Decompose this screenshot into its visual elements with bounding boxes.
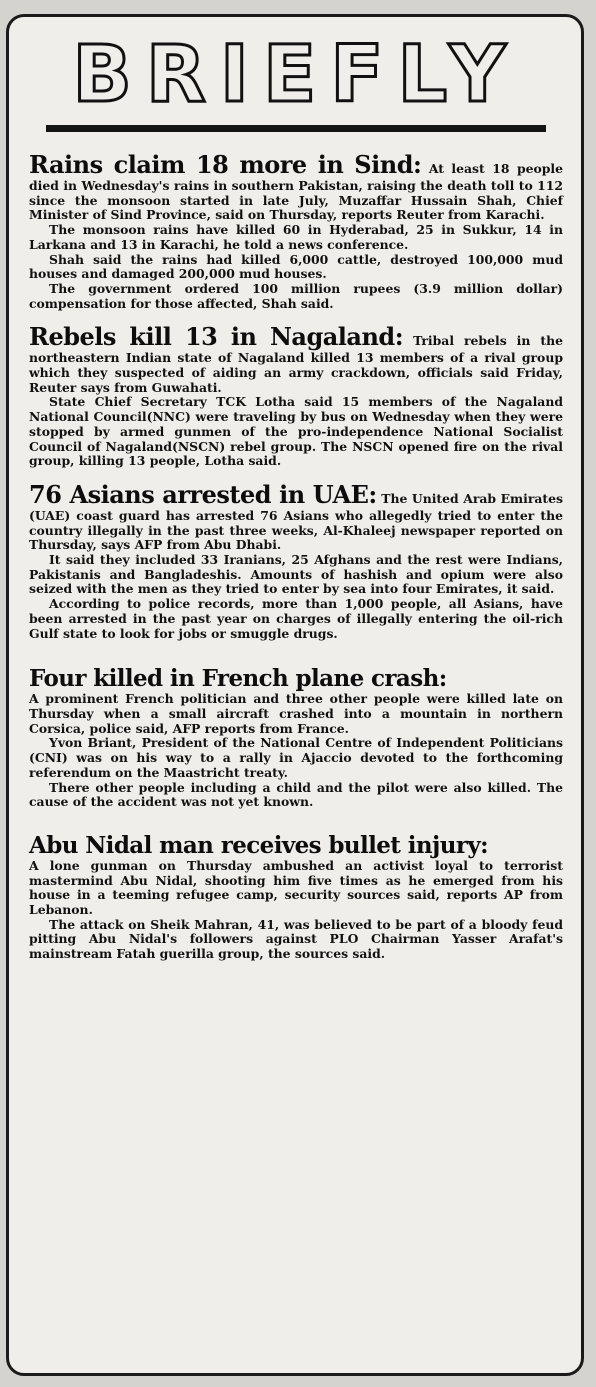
story-paragraph: The attack on Sheik Mahran, 41, was believed to be part of a bloody feud pitting Abu Nidal's followers against PLO Chairman Yasser Arafat's mainstream Fatah guerilla group, the sources said.: [29, 916, 563, 962]
story-rebels-nagaland: [29, 323, 563, 469]
story-lead-paragraph: A lone gunman on Thursday ambushed an activist loyal to terrorist mastermind Abu Nidal, shooting him five times as he emerged from his house in a teeming refugee camp, security sources said, reports AP from Lebanon.: [29, 857, 563, 918]
story-paragraph: There other people including a child and the pilot were also killed. The cause of the accident was not yet known.: [29, 779, 563, 810]
story-paragraph: The monsoon rains have killed 60 in Hyderabad, 25 in Sukkur, 14 in Larkana and 13 in Karachi, he told a news conference.: [29, 222, 563, 252]
masthead-title: BRIEFLY: [72, 30, 520, 120]
story-paragraph: The government ordered 100 million rupees (3.9 million dollar) compensation for those affected, Shah said.: [29, 280, 563, 311]
story-lead-text: The United Arab Emirates (UAE) coast guard has arrested 76 Asians who allegedly tried to enter the country illegally in the past three weeks, Al-Khaleej newspaper reported on Thursday, says AFP from Abu Dhabi.: [29, 490, 563, 553]
story-paragraph: It said they included 33 Iranians, 25 Afghans and the rest were Indians, Pakistanis and Bangladeshis. Amounts of hashish and opium were also seized with the men as they tried to enter by sea into four Emirates, it said.: [29, 552, 563, 597]
masthead-rule: [46, 125, 546, 132]
story-paragraph: Yvon Briant, President of the National Centre of Independent Politicians (CNI) was on his way to a rally in Ajaccio devoted to the forthcoming referendum on the Maastricht treaty.: [29, 735, 563, 780]
story-headline: Rains claim 18 more in Sind:: [29, 150, 422, 179]
article-frame: [6, 14, 584, 1376]
story-asians-uae: [29, 481, 563, 641]
story-rains-sind: [29, 151, 563, 311]
story-lead-paragraph: [29, 323, 563, 395]
story-headline: Abu Nidal man receives bullet injury:: [29, 831, 489, 859]
story-headline: Rebels kill 13 in Nagaland:: [29, 322, 404, 352]
masthead: [46, 30, 546, 132]
story-lead-text: At least 18 people died in Wednesday's rains in southern Pakistan, raising the death toll to 112 since the monsoon started in late July, Muzaffar Hussain Shah, Chief Minister of Sind Province, said on Thursday, reports Reuter from Karachi.: [29, 161, 564, 223]
story-lead-paragraph: [29, 481, 563, 553]
story-headline: 76 Asians arrested in UAE:: [29, 479, 377, 509]
story-paragraph: State Chief Secretary TCK Lotha said 15 members of the Nagaland National Council(NNC) were traveling by bus on Wednesday when they were stopped by armed gunmen of the pro-independence National Socialist Council of Nagaland(NSCN) rebel group. The NSCN opened fire on the rival group, killing 13 people, Lotha said.: [29, 394, 563, 469]
story-lead-paragraph: A prominent French politician and three other people were killed late on Thursday when a small aircraft crashed into a mountain in northern Corsica, police said, AFP reports from France.: [29, 691, 563, 736]
story-headline: Four killed in French plane crash:: [29, 665, 447, 693]
story-lead-paragraph: [29, 151, 563, 223]
story-paragraph: According to police records, more than 1,000 people, all Asians, have been arrested in the past year on charges of illegally entering the oil-rich Gulf state to look for jobs or smuggle drugs.: [29, 596, 563, 641]
story-paragraph: Shah said the rains had killed 6,000 cattle, destroyed 100,000 mud houses and damaged 200,000 mud houses.: [29, 251, 563, 282]
story-lead-text: Tribal rebels in the northeastern Indian state of Nagaland killed 13 members of a rival group which they suspected of aiding an army crackdown, officials said Friday, Reuter says from Guwahati.: [29, 333, 563, 395]
story-french-plane-crash: [29, 665, 563, 810]
story-abu-nidal: [29, 832, 563, 962]
